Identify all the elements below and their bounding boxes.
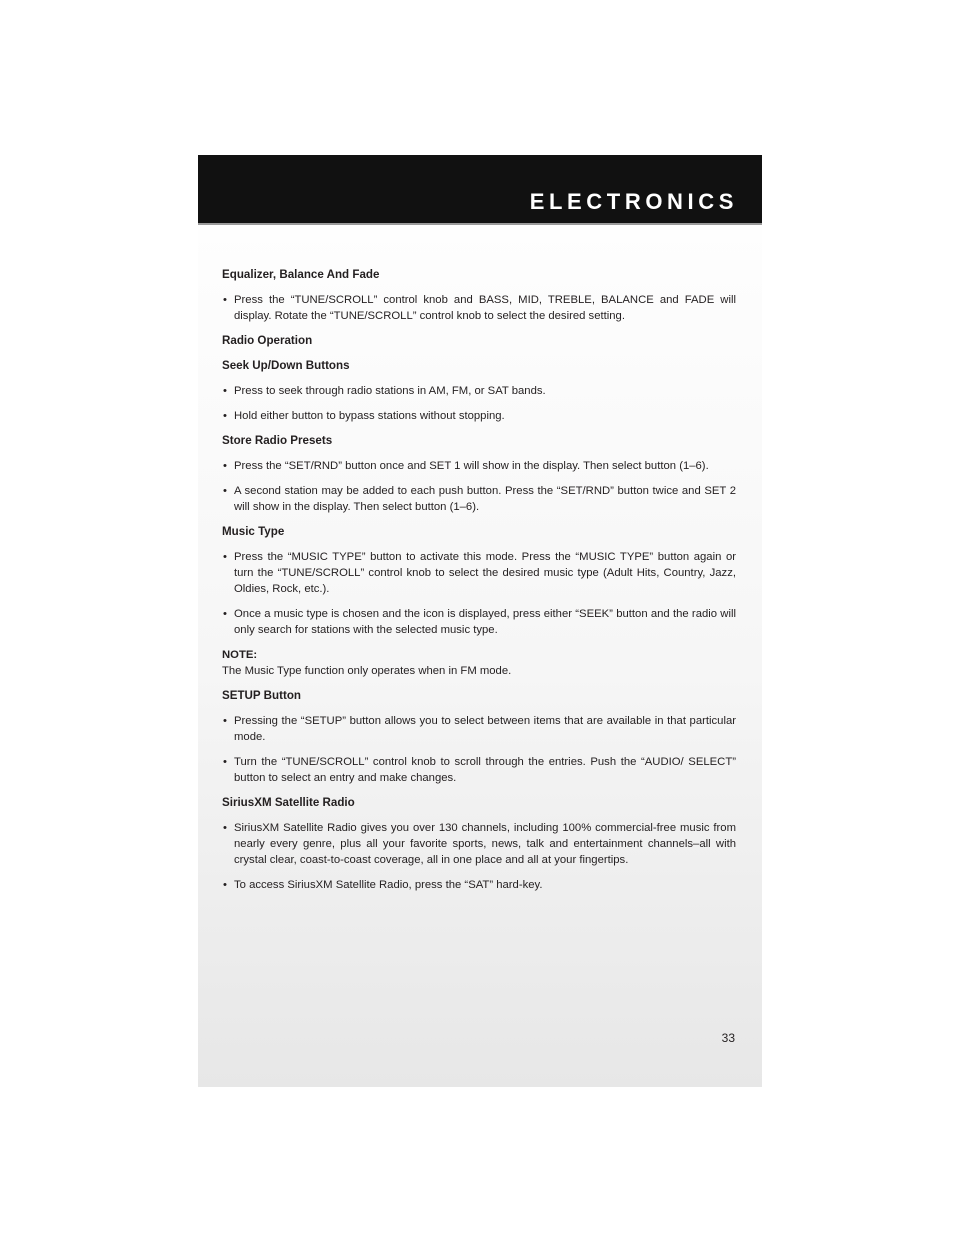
list-item-text: Press to seek through radio stations in AM, FM, or SAT bands. (234, 385, 546, 397)
page-content (222, 267, 736, 902)
manual-page (198, 155, 762, 1087)
heading-store-presets: Store Radio Presets (222, 434, 333, 447)
note-label: NOTE: (222, 649, 258, 661)
list-item-text: To access SiriusXM Satellite Radio, press the “SAT” hard-key. (234, 879, 543, 891)
list-item (222, 549, 736, 597)
heading-siriusxm: SiriusXM Satellite Radio (222, 796, 355, 809)
bullet-icon: • (223, 485, 227, 497)
list-item (222, 483, 736, 515)
bullet-icon: • (223, 822, 227, 834)
list-item (222, 606, 736, 638)
list-item-text: Pressing the “SETUP” button allows you to select between items that are available in that particular mode. (234, 715, 736, 743)
list-item (222, 292, 736, 324)
bullet-icon: • (223, 879, 227, 891)
heading-seek: Seek Up/Down Buttons (222, 359, 350, 372)
heading-equalizer: Equalizer, Balance And Fade (222, 268, 380, 281)
list-item (222, 383, 736, 399)
section-title: ELECTRONICS (529, 189, 738, 214)
list-item-text: Hold either button to bypass stations without stopping. (234, 410, 505, 422)
bullet-icon: • (223, 756, 227, 768)
list-item-text: Press the “SET/RND” button once and SET 1 will show in the display. Then select button (1–6). (234, 460, 709, 472)
list-item (222, 820, 736, 868)
note-text: The Music Type function only operates when in FM mode. (222, 665, 512, 677)
list-item (222, 458, 736, 474)
list-item (222, 713, 736, 745)
list-item-text: Press the “TUNE/SCROLL” control knob and BASS, MID, TREBLE, BALANCE and FADE will display. Rotate the “TUNE/SCROLL” control knob to select the desired setting. (234, 294, 736, 322)
list-item (222, 877, 736, 893)
bullet-icon: • (223, 294, 227, 306)
section-header-bar (198, 155, 762, 225)
bullet-icon: • (223, 410, 227, 422)
heading-music-type: Music Type (222, 525, 285, 538)
bullet-icon: • (223, 551, 227, 563)
list-item (222, 754, 736, 786)
list-item-text: A second station may be added to each push button. Press the “SET/RND” button twice and SET 2 will show in the display. Then select button (1–6). (234, 485, 736, 513)
page-number: 33 (721, 1031, 735, 1045)
bullet-icon: • (223, 608, 227, 620)
list-item-text: Turn the “TUNE/SCROLL” control knob to scroll through the entries. Push the “AUDIO/ SELECT” button to select an entry and make changes. (234, 756, 736, 784)
heading-setup: SETUP Button (222, 689, 302, 702)
heading-radio-operation: Radio Operation (222, 334, 313, 347)
bullet-icon: • (223, 460, 227, 472)
bullet-icon: • (223, 385, 227, 397)
list-item-text: SiriusXM Satellite Radio gives you over 130 channels, including 100% commercial-free music from nearly every genre, plus all your favorite sports, news, talk and entertainment channels–all with crystal clear, coast-to-coast coverage, all in one place and all at your fingertips. (234, 822, 736, 866)
list-item (222, 408, 736, 424)
list-item-text: Press the “MUSIC TYPE” button to activate this mode. Press the “MUSIC TYPE” button again or turn the “TUNE/SCROLL” control knob to select the desired music type (Adult Hits, Country, Jazz, Oldies, Rock, etc.). (234, 551, 736, 595)
list-item-text: Once a music type is chosen and the icon is displayed, press either “SEEK” button and the radio will only search for stations with the selected music type. (234, 608, 736, 636)
bullet-icon: • (223, 715, 227, 727)
